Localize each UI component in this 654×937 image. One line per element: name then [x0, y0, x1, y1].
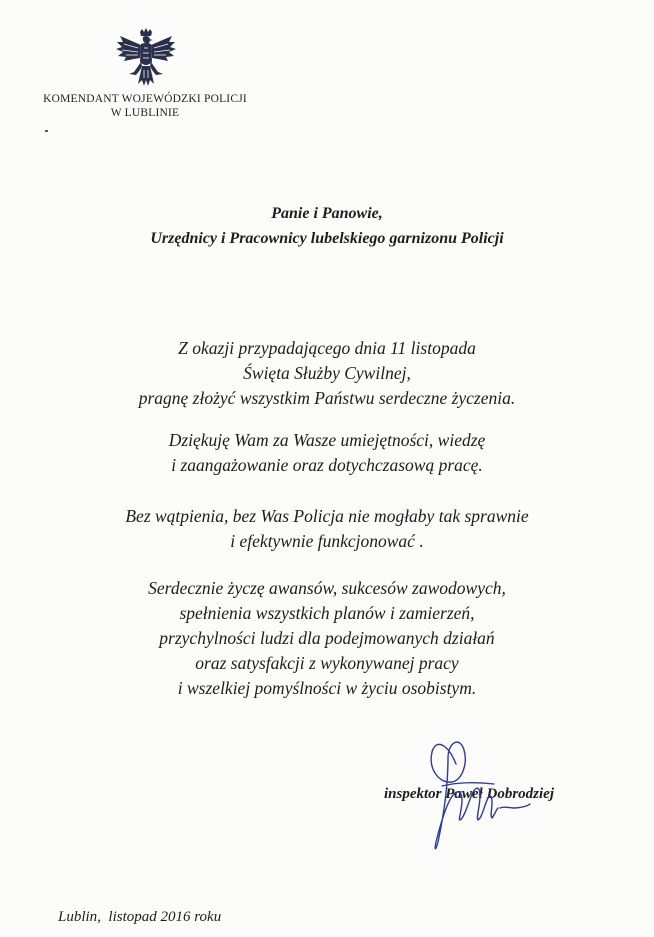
body-line: Serdecznie życzę awansów, sukcesów zawodowych, — [148, 578, 506, 598]
handwritten-signature-icon — [418, 724, 538, 856]
scan-speck — [45, 130, 48, 132]
date-line: Lublin, listopad 2016 roku — [58, 909, 222, 925]
issuer-title: KOMENDANT WOJEWÓDZKI POLICJI — [43, 93, 247, 105]
body-line: Bez wątpienia, bez Was Policja nie mogłaby tak sprawnie — [125, 506, 529, 526]
body-line: spełnienia wszystkich planów i zamierzeń, — [179, 603, 475, 623]
body-line: Święta Służby Cywilnej, — [243, 363, 411, 383]
body-line: Dziękuję Wam za Wasze umiejętności, wiedzę — [168, 430, 486, 450]
body-line: pragnę złożyć wszystkim Państwu serdeczne życzenia. — [138, 388, 516, 408]
polish-eagle-emblem-icon — [114, 28, 178, 90]
body-line: przychylności ludzi dla podejmowanych działań — [159, 628, 495, 648]
salutation-line-1: Panie i Panowie, — [271, 205, 383, 222]
body-line: i wszelkiej pomyślności w życiu osobistym. — [177, 678, 477, 698]
body-line: Z okazji przypadającego dnia 11 listopada — [178, 338, 476, 358]
salutation-line-2: Urzędnicy i Pracownicy lubelskiego garnizonu Policji — [150, 230, 504, 247]
body-line: oraz satysfakcji z wykonywanej pracy — [195, 653, 459, 673]
body-line: i efektywnie funkcjonować . — [230, 531, 424, 551]
signatory-name: inspektor Paweł Dobrodziej — [384, 786, 555, 802]
body-line: i zaangażowanie oraz dotychczasową pracę. — [171, 455, 483, 475]
issuer-city: W LUBLINIE — [110, 107, 180, 119]
